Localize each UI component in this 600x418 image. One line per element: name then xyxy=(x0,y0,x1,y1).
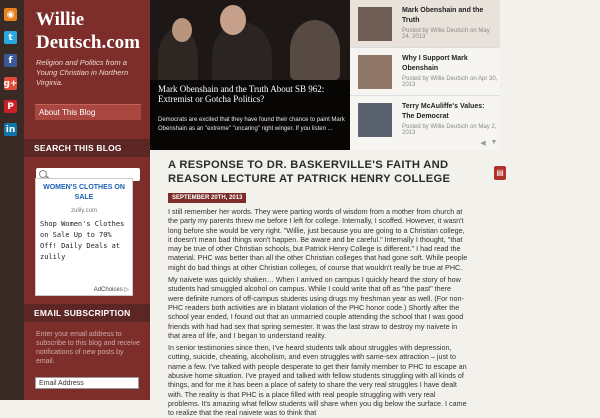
slider-tab[interactable] xyxy=(350,96,500,144)
slider-photo-figure xyxy=(290,20,340,80)
tab-meta: Posted by Willie Deutsch on May 24, 2013 xyxy=(402,28,490,40)
search-icon xyxy=(39,170,47,178)
email-description: Enter your email address to subscribe to this blog and receive notifications of new posts by email. xyxy=(36,331,140,365)
email-widget-title: EMAIL SUBSCRIPTION xyxy=(24,304,150,322)
next-arrow-icon[interactable]: ▼ xyxy=(490,139,498,146)
site-title-line-1[interactable]: Willie xyxy=(36,9,85,30)
pinterest-icon[interactable]: P xyxy=(4,100,17,113)
social-icon-bar xyxy=(0,0,24,400)
tab-title[interactable]: Terry McAuliffe's Values: The Democrat xyxy=(402,103,485,120)
linkedin-icon[interactable]: in xyxy=(5,124,16,135)
article-paragraph: In senior testimonies since then, I've heard students talk about struggles with depression, cutting, suicide, cheating, alcoholism, and even struggles with same-sex attraction – just to name a few. I've talked with people desperate to get their family member to PHC to escape an abusive home situation. I've prayed and talked with fellow students struggling with all kinds of things, and for me it has been a place of safety to share the very real struggles I have dealt with. The reality is that PHC is a place filled with real people struggling with very real problems. It's amazing what fellow students will share when you dig below the surface. I came to realize that the real naivete was to think that xyxy=(168,343,467,418)
print-icon[interactable]: ▤ xyxy=(494,166,506,180)
ad-choices-link[interactable]: AdChoices ▷ xyxy=(93,287,129,293)
slider-excerpt: Democrats are excited that they have found their chance to paint Mark Obenshain as an "extreme" "uncaring" right winger. If you listen ... xyxy=(158,117,345,132)
google-plus-icon[interactable]: g+ xyxy=(3,78,18,89)
slider-caption xyxy=(150,80,350,150)
site-title-line-2[interactable]: Deutsch.com xyxy=(36,32,140,53)
tab-thumbnail[interactable] xyxy=(358,103,392,137)
rss-icon[interactable]: ◉ xyxy=(4,8,17,21)
slider-tabs xyxy=(350,0,500,150)
tab-title[interactable]: Why I Support Mark Obenshain xyxy=(402,55,468,72)
search-widget-title: SEARCH THIS BLOG xyxy=(24,139,150,157)
tab-meta: Posted by Willie Deutsch on Apr 30, 2013 xyxy=(402,76,498,88)
tab-thumbnail[interactable] xyxy=(358,55,392,89)
tab-meta: Posted by Willie Deutsch on May 2, 2013 xyxy=(402,124,497,136)
previous-arrow-icon[interactable]: ◀ xyxy=(480,140,486,147)
email-field[interactable]: Email Address xyxy=(35,377,139,389)
slider-photo-face xyxy=(220,5,246,35)
sidebar xyxy=(24,0,150,400)
article xyxy=(168,158,468,418)
ad-domain[interactable]: zulily.com xyxy=(71,208,97,214)
facebook-icon[interactable]: f xyxy=(4,54,17,67)
slider-tab[interactable] xyxy=(350,48,500,96)
post-title[interactable]: A RESPONSE TO DR. BASKERVILLE'S FAITH AND REASON LECTURE AT PATRICK HENRY COLLEGE xyxy=(168,159,451,185)
ad-body[interactable]: Shop Women's Clothes on Sale Up to 70% Off! Daily Deals at zulily xyxy=(40,220,125,261)
slider-photo-face xyxy=(172,18,192,42)
tab-thumbnail[interactable] xyxy=(358,7,392,41)
tab-title[interactable]: Mark Obenshain and the Truth xyxy=(402,7,484,24)
slider-title[interactable]: Mark Obenshain and the Truth About SB 962: Extremist or Gotcha Politics? xyxy=(158,84,325,104)
site-description: Religion and Politics from a Young Christian in Northern Virginia. xyxy=(36,58,129,87)
advertisement[interactable] xyxy=(35,178,133,296)
about-blog-link[interactable]: About This Blog xyxy=(35,104,141,120)
twitter-icon[interactable]: t xyxy=(4,31,17,44)
slider-tab[interactable] xyxy=(350,0,500,48)
article-paragraph: My naivete was quickly shaken… When I arrived on campus I quickly heard the story of how students had smuggled alcohol on campus. While I could write that off as "the past" there were definite rumors of off-campus students using drugs my freshman year as well. (For non-PHC readers both activities are in blatant violation of the PHC honor code.) Shortly after the school year ended, I found out that an unmarried couple attending the school that I was good friends with had had sex that spring semester. It was the last straw to destroy my naivete in that area of life, and I began to understand reality. xyxy=(168,275,464,340)
ad-title[interactable]: WOMEN'S CLOTHES ON SALE xyxy=(43,184,125,201)
post-date: SEPTEMBER 20TH, 2013 xyxy=(168,193,246,203)
article-paragraph: I still remember her words. They were parting words of wisdom from a mother from church at the party my parents threw me before I left for college. Internally, I scoffed. However, it wasn't long before she would be very right. "Willie, just because you are going to a Christian college, it doesn't mean bad things won't happen. Be aware and be careful." Internally I thought, "that may be true of other Christian schools, but Patrick Henry College is different." I had read the material. PHC was better than all the other Christian colleges that had gone soft. While people might do bad things at other Christian colleges, of course that wouldn't really be true at PHC. xyxy=(168,207,468,272)
featured-slider[interactable] xyxy=(150,0,350,150)
